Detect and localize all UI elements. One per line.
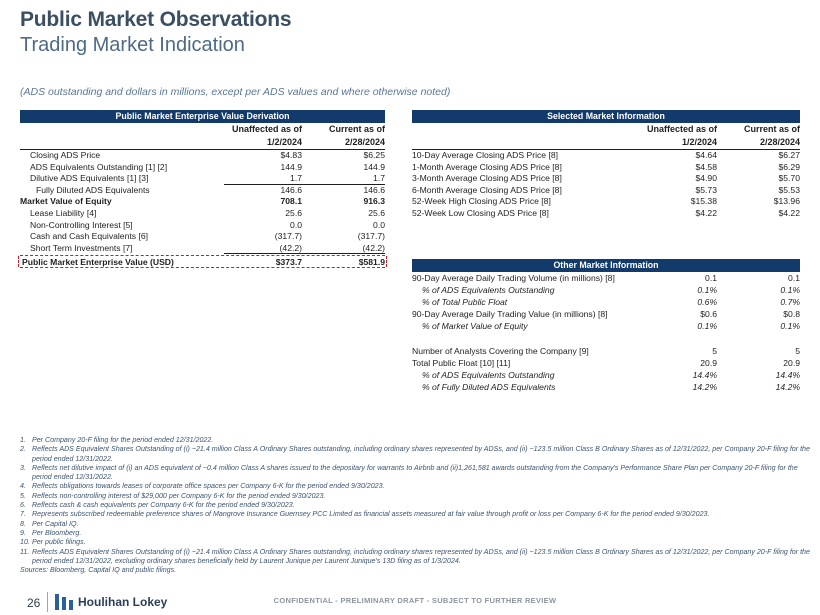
column-headers <box>20 123 385 150</box>
page-title: Public Market Observations <box>20 8 292 31</box>
houlihan-lokey-logo-icon <box>55 594 73 610</box>
table-header: Other Market Information <box>412 259 800 272</box>
column-header-unaffected: Unaffected as of 1/2/2024 <box>646 124 717 147</box>
table-row-market-value: Market Value of Equity 708.1 916.3 <box>20 196 385 207</box>
table-row: Non-Controlling Interest [5] 0.0 0.0 <box>30 219 385 230</box>
column-headers <box>412 123 800 150</box>
column-header-unaffected: Unaffected as of 1/2/2024 <box>231 124 302 147</box>
footnote: 9. Per Bloomberg. <box>20 528 82 537</box>
table-row: Fully Diluted ADS Equivalents 146.6 146.6 <box>36 184 385 195</box>
enterprise-value-total-row: Public Market Enterprise Value (USD) $373.7 $581.9 <box>22 257 385 268</box>
footnote: 6. Reflects cash & cash equivalents per Company 6-K for the period ended 9/30/2023. <box>20 501 295 510</box>
table-row: 1-Month Average Closing ADS Price [8] $4.58 $6.29 <box>412 161 800 172</box>
footnote: 3. Reflects net dilutive impact of (i) an ADS equivalent of ~0.4 million Class A shares issued to the depositary for warrants to Airbnb and (ii)1,261,581 awards outstanding from the Company's Performance Share Plan per Company 20-F filing for the period ended 12/31/2022. <box>20 463 798 482</box>
footnote: 2. Reflects ADS Equivalent Shares Outstanding of (i) ~21.4 million Class A Ordinary Shares outstanding, including ordinary shares represented by ADSs, and (ii) ~123.5 million Class B Ordinary Shares as of 12/31/2022, per Company 20-F filing for the period ended 12/31/2022. <box>20 445 810 463</box>
table-row: ADS Equivalents Outstanding [1] [2] 144.9 144.9 <box>30 161 385 172</box>
table-row: % of Market Value of Equity 0.1% 0.1% <box>422 321 800 331</box>
logo-text: Houlihan Lokey <box>78 595 168 609</box>
footnote: 8. Per Capital IQ. <box>20 519 79 528</box>
units-note: (ADS outstanding and dollars in millions, except per ADS values and where otherwise noted) <box>20 86 451 98</box>
table-header: Public Market Enterprise Value Derivation <box>20 110 385 123</box>
table-row: % of ADS Equivalents Outstanding 0.1% 0.1% <box>422 285 800 295</box>
column-header-current: Current as of 2/28/2024 <box>328 124 385 147</box>
enterprise-value-table <box>20 110 385 268</box>
column-header-current: Current as of 2/28/2024 <box>743 124 800 147</box>
footnote: 10. Per public filings. <box>20 538 86 547</box>
table-header: Selected Market Information <box>412 110 800 123</box>
table-row: % of ADS Equivalents Outstanding 14.4% 14.4% <box>422 370 800 380</box>
footnote: 7. Represents subscribed redeemable preference shares of Mangrove Insurance Guernsey PCC Limited as financial assets measured at fair value through profit or loss per Company 6-K for the period ended 9/30/2023. <box>20 510 710 519</box>
footnote: 5. Reflects non-controlling interest of $29,000 per Company 6-K for the period ended 9/30/2023. <box>20 491 326 500</box>
footnote: 1. Per Company 20-F filing for the period ended 12/31/2022. <box>20 436 214 444</box>
table-row: 90-Day Average Daily Trading Value (in millions) [8] $0.6 $0.8 <box>412 309 800 319</box>
table-row: 52-Week High Closing ADS Price [8] $15.38 $13.96 <box>412 196 800 207</box>
table-row: 3-Month Average Closing ADS Price [8] $4.90 $5.70 <box>412 173 800 184</box>
table-row: 10-Day Average Closing ADS Price [8] $4.64 $6.27 <box>412 150 800 160</box>
table-row: Number of Analysts Covering the Company [9] 5 5 <box>412 346 800 356</box>
table-row: Short Term Investments [7] (42.2) (42.2) <box>30 242 385 253</box>
confidential-notice: CONFIDENTIAL - PRELIMINARY DRAFT - SUBJECT TO FURTHER REVIEW <box>273 596 557 605</box>
sources-note: Sources: Bloomberg, Capital IQ and public filings. <box>20 566 177 575</box>
other-market-info-table <box>412 259 800 393</box>
table-row: Cash and Cash Equivalents [6] (317.7) (317.7) <box>30 231 385 242</box>
selected-market-info-table <box>412 110 800 220</box>
table-row: 6-Month Average Closing ADS Price [8] $5.73 $5.53 <box>412 184 800 195</box>
table-row: % of Fully Diluted ADS Equivalents 14.2% 14.2% <box>422 382 800 392</box>
table-row: % of Total Public Float 0.6% 0.7% <box>422 297 800 307</box>
footnote: 11. Reflects ADS Equivalent Shares Outstanding of (i) ~21.4 million Class A Ordinary Shares outstanding, including ordinary shares represented by ADSs, and (ii) ~123.5 million Class B Ordinary Shares as of 12/31/2022, per Company 20-F filing for the period ended 12/31/2022, excluding ordinary shares beneficially held by Laurent Junique per Laurent Junique's 13D filing as of 1/3/2024. <box>20 547 810 565</box>
table-row: Total Public Float [10] [11] 20.9 20.9 <box>412 358 800 368</box>
footer-divider <box>47 592 48 612</box>
page-footer <box>0 588 820 615</box>
footnotes <box>20 436 810 575</box>
footnote: 4. Reflects obligations towards leases of corporate office spaces per Company 6-K for the period ended 9/30/2023. <box>20 482 385 491</box>
table-row: 52-Week Low Closing ADS Price [8] $4.22 $4.22 <box>412 207 800 218</box>
table-row: Lease Liability [4] 25.6 25.6 <box>30 207 385 218</box>
page-number: 26 <box>27 596 41 610</box>
table-row: Dilutive ADS Equivalents [1] [3] 1.7 1.7 <box>30 173 385 184</box>
table-row: Closing ADS Price $4.83 $6.25 <box>30 150 385 160</box>
table-row: 90-Day Average Daily Trading Volume (in millions) [8] 0.1 0.1 <box>412 273 800 283</box>
page-subtitle: Trading Market Indication <box>20 34 245 56</box>
